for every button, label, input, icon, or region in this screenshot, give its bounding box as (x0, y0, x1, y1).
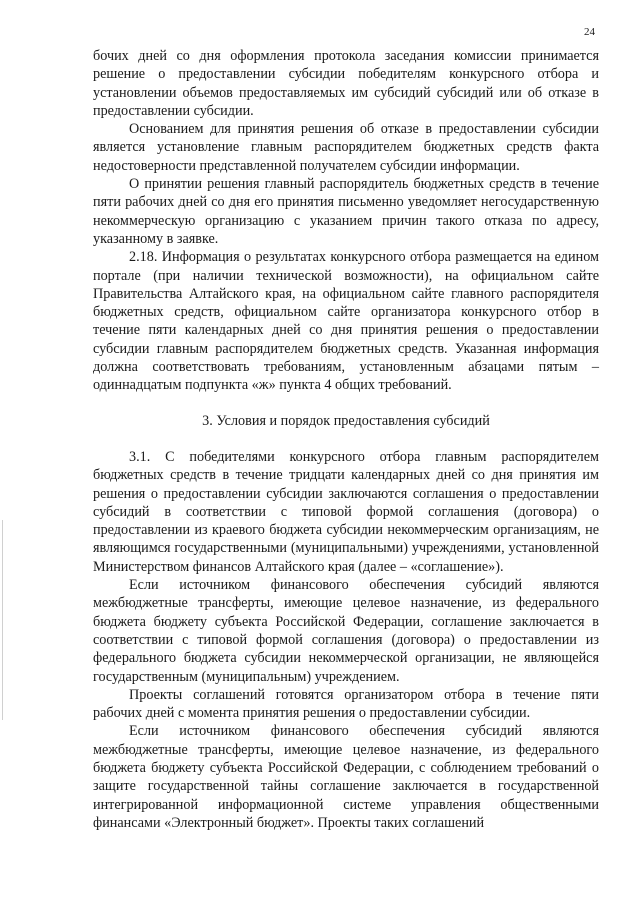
paragraph: Если источником финансового обеспечения субсидий являются межбюджетные трансферты, имеющие целевое назначение, из федерального бюджета бюджету субъекта Российской Федерации, соглашение заключается в соответствии с типовой формой соглашения (договора) о предоставлении из федерального бюджета субсидии некоммерческой организации, не являющейся государственным (муниципальным) учреждением. (93, 577, 599, 685)
paragraph: Если источником финансового обеспечения субсидий являются межбюджетные трансферты, имеющие целевое назначение, из федерального бюджета бюджету субъекта Российской Федерации, с соблюдением требований о защите государственной тайны соглашение заключается в государственной интегрированной информационной системе управления общественными финансами «Электронный бюджет». Проекты таких соглашений (93, 723, 599, 831)
section-heading: 3. Условия и порядок предоставления субсидий (202, 412, 490, 429)
scan-edge-mark (2, 520, 3, 720)
paragraph: Основанием для принятия решения об отказе в предоставлении субсидии является установление главным распорядителем бюджетных средств факта недостоверности представленной получателем субсидии информации. (93, 121, 599, 174)
page-number: 24 (584, 26, 595, 38)
paragraphs-before-heading (93, 47, 599, 395)
paragraph: О принятии решения главный распорядитель бюджетных средств в течение пяти рабочих дней со дня его принятия письменно уведомляет негосударственную некоммерческую организацию с указанием причин такого отказа по адресу, указанному в заявке. (93, 176, 599, 247)
paragraph: Проекты соглашений готовятся организатором отбора в течение пяти рабочих дней с момента принятия решения о предоставлении субсидии. (93, 686, 599, 722)
paragraphs-after-heading (93, 448, 599, 832)
document-body (93, 47, 599, 832)
paragraph: 3.1. С победителями конкурсного отбора главным распорядителем бюджетных средств в течение тридцати календарных дней со дня принятия им решения о предоставлении субсидии заключаются соглашения о предоставлении субсидий в соответствии с типовой формой соглашения (договора) о предоставлении из краевого бюджета субсидии некоммерческим организациям, не являющимся государственными (муниципальными) учреждениями, установленной Министерством финансов Алтайского края (далее – «соглашение»). (93, 448, 599, 575)
paragraph: 2.18. Информация о результатах конкурсного отбора размещается на едином портале (при наличии технической возможности), на официальном сайте Правительства Алтайского края, на официальном сайте главного распорядителя бюджетных средств, официальном сайте организатора конкурсного отбор в течение пяти календарных дней со дня принятия решения о предоставлении субсидии главным распорядителем бюджетных средств. Указанная информация должна соответствовать требованиям, установленным абзацами пятым – одиннадцатым подпункта «ж» пункта 4 общих требований. (93, 249, 599, 394)
paragraph: бочих дней со дня оформления протокола заседания комиссии принимается решение о предоставлении субсидии победителям конкурсного отбора и установлении объемов предоставляемых им субсидий субсидий или об отказе в предоставлении субсидии. (93, 48, 599, 119)
